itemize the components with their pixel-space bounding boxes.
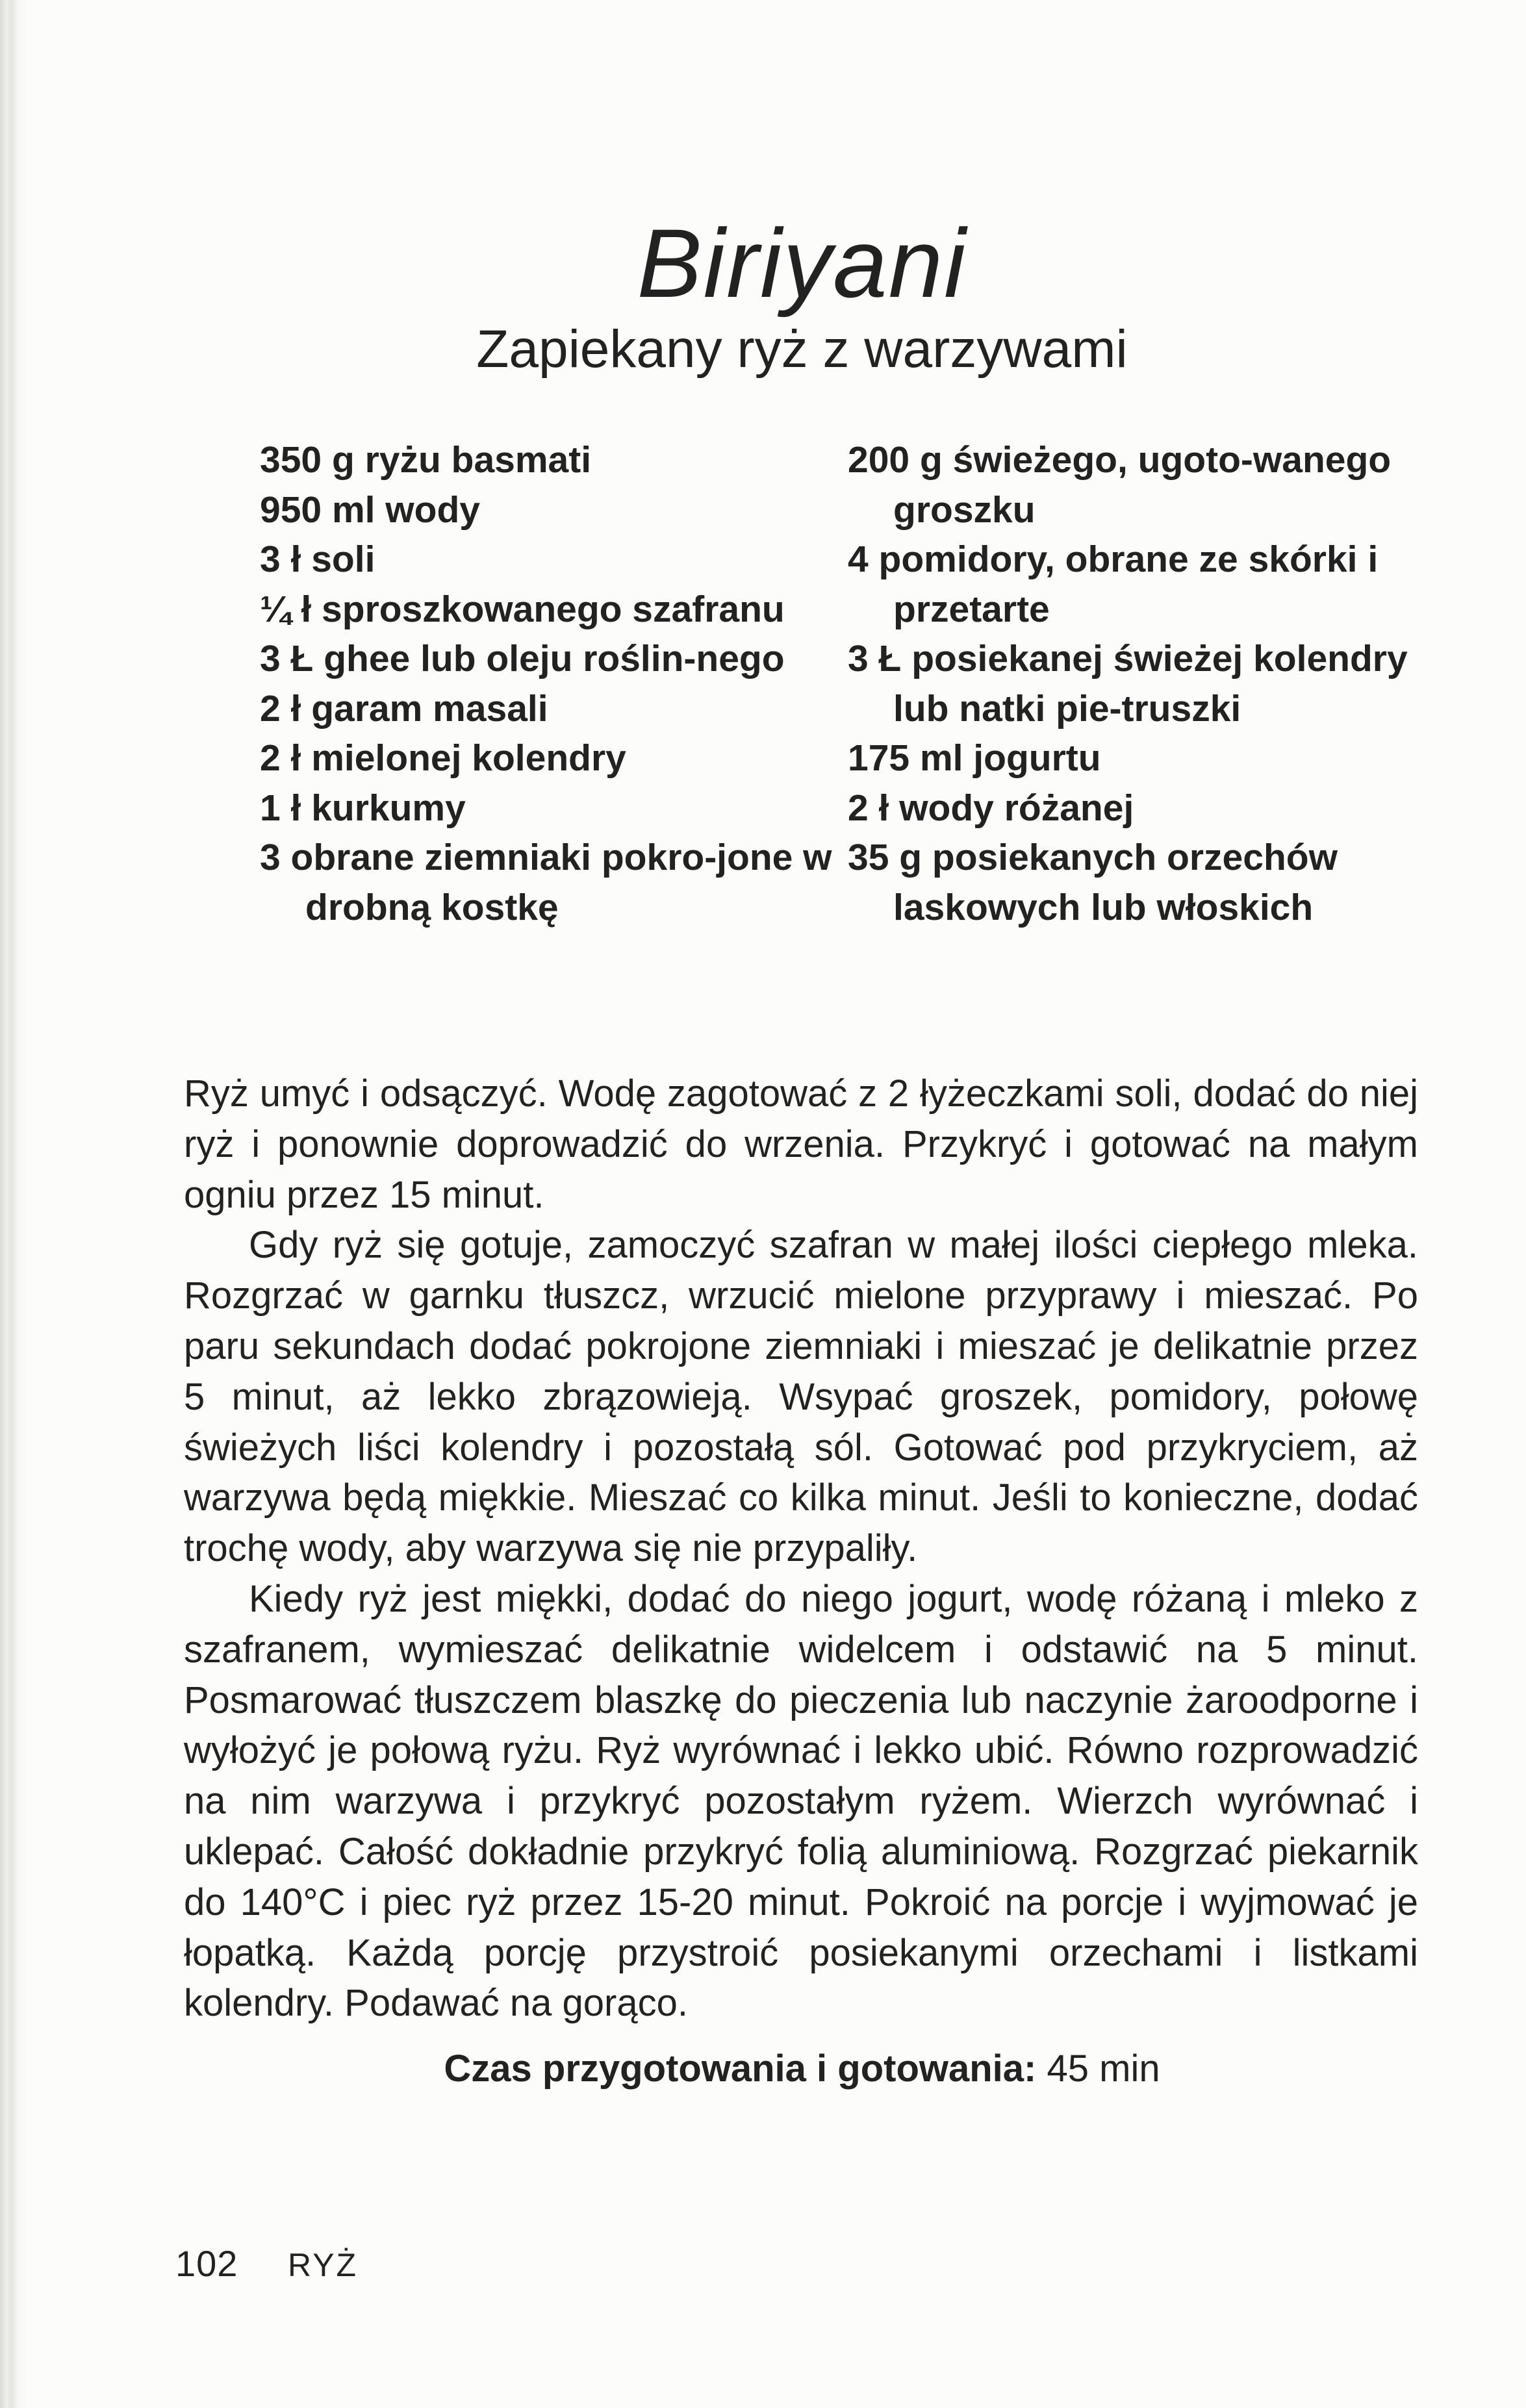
ingredient-item: 4 pomidory, obrane ze skórki i przetarte — [848, 539, 1379, 630]
ingredient-item: 1 ł kurkumy — [260, 787, 466, 829]
preparation-time-label: Czas przygotowania i gotowania: — [444, 2047, 1037, 2090]
ingredient-item: 950 ml wody — [260, 488, 480, 531]
ingredient-item: ¼ ł sproszkowanego szafranu — [260, 588, 785, 630]
ingredients-left-column — [260, 435, 845, 932]
ingredients-right-column — [848, 435, 1432, 932]
recipe-method — [184, 1069, 1418, 2029]
method-paragraph: Gdy ryż się gotuje, zamoczyć szafran w małej ilości ciepłego mleka. Rozgrzać w garnku tłuszcz, wrzucić mielone przyprawy i mieszać. Po paru sekundach dodać pokrojone ziemniaki i mieszać je delikatnie przez 5 minut, aż lekko zbrązowieją. Wsypać groszek, pomidory, połowę świeżych liści kolendry i pozostałą sól. Gotować pod przykryciem, aż warzywa będą miękkie. Mieszać co kilka minut. Jeśli to konieczne, dodać trochę wody, aby warzywa się nie przypaliły. — [184, 1224, 1418, 1570]
ingredient-item: 2 ł garam masali — [260, 687, 548, 729]
ingredient-item: 175 ml jogurtu — [848, 737, 1101, 779]
section-name: RYŻ — [288, 2247, 359, 2283]
ingredient-item: 3 ł soli — [260, 539, 375, 580]
preparation-time-value: 45 min — [1047, 2047, 1160, 2090]
recipe-subtitle: Zapiekany ryż z warzywami — [476, 320, 1128, 379]
ingredient-item: 2 ł mielonej kolendry — [260, 737, 626, 779]
preparation-time — [0, 2043, 1526, 2095]
ingredient-item: 3 Ł posiekanej świeżej kolendry lub natki pie-truszki — [848, 638, 1408, 729]
ingredient-item: 3 Ł ghee lub oleju roślin-nego — [260, 638, 785, 679]
ingredient-item: 200 g świeżego, ugoto-wanego groszku — [848, 439, 1392, 531]
ingredient-item: 35 g posiekanych orzechów laskowych lub włoskich — [848, 837, 1338, 928]
ingredient-item: 2 ł wody różanej — [848, 787, 1134, 829]
ingredient-item: 3 obrane ziemniaki pokro-jone w drobną kostkę — [260, 837, 832, 928]
method-paragraph: Ryż umyć i odsączyć. Wodę zagotować z 2 łyżeczkami soli, dodać do niej ryż i ponownie doprowadzić do wrzenia. Przykryć i gotować na małym ogniu przez 15 minut. — [184, 1072, 1418, 1216]
ingredient-item: 350 g ryżu basmati — [260, 439, 592, 481]
page-number: 102 — [175, 2243, 238, 2284]
recipe-title: Biriyani — [637, 209, 967, 318]
page-footer — [175, 2241, 358, 2288]
method-paragraph: Kiedy ryż jest miękki, dodać do niego jogurt, wodę różaną i mleko z szafranem, wymieszać delikatnie widelcem i odstawić na 5 minut. Posmarować tłuszczem blaszkę do pieczenia lub naczynie żaroodporne i wyłożyć je połową ryżu. Ryż wyrównać i lekko ubić. Równo rozprowadzić na nim warzywa i przykryć pozostałym ryżem. Wierzch wyrównać i uklepać. Całość dokładnie przykryć folią aluminiową. Rozgrzać piekarnik do 140°C i piec ryż przez 15-20 minut. Pokroić na porcje i wyjmować je łopatką. Każdą porcję przystroić posiekanymi orzechami i listkami kolendry. Podawać na gorąco. — [184, 1577, 1418, 2025]
